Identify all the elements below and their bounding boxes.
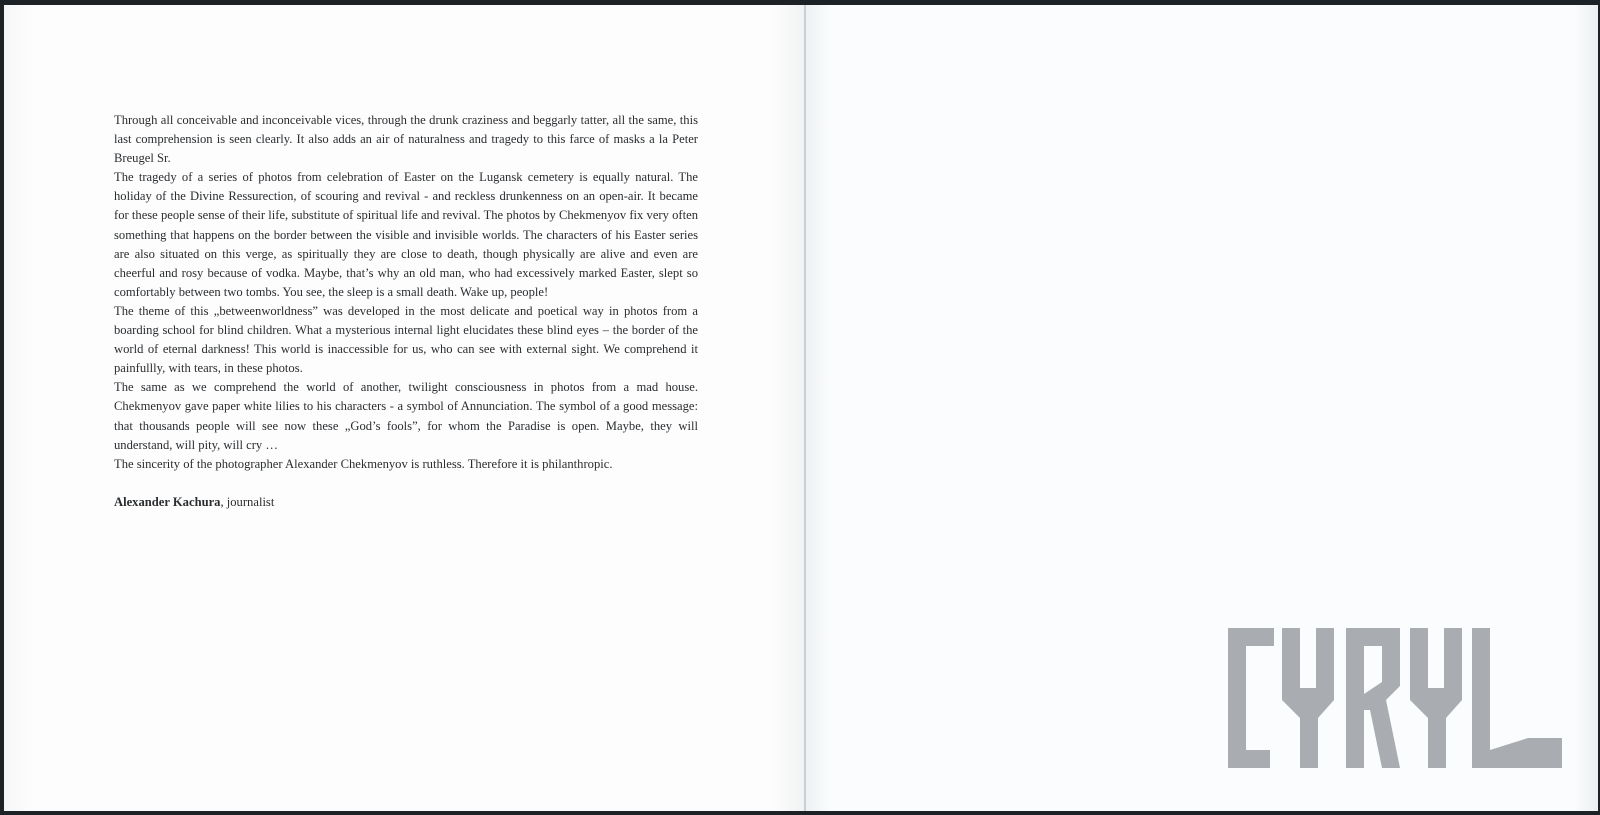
left-page xyxy=(4,5,804,811)
paragraph-4: The same as we comprehend the world of another, twilight consciousness in photos from a mad house. Chekmenyov gave paper white lilies to his characters - a symbol of Annunciation. The symbol of a good message: that thousands people will see now these „God’s fools”, for whom the Paradise is open. Maybe, they will understand, will pity, will cry … xyxy=(114,380,698,452)
article-text xyxy=(114,111,698,512)
author-role: , journalist xyxy=(220,494,275,509)
paragraph-1: Through all conceivable and inconceivable vices, through the drunk craziness and beggarly tatter, all the same, this last comprehension is seen clearly. It also adds an air of naturalness and tragedy to this farce of masks a la Peter Breugel Sr. xyxy=(114,113,698,166)
paragraph-2: The tragedy of a series of photos from celebration of Easter on the Lugansk cemetery is equally natural. The holiday of the Divine Ressurection, of scouring and revival - and reckless drunkenness on an open-air. It became for these people sense of their life, substitute of spiritual life and revival. The photos by Chekmenyov fix very often something that happens on the border between the visible and invisible worlds. The characters of his Easter series are also situated on this verge, as spiritually they are close to death, though physically are alive and even are cheerful and rosy because of vodka. Maybe, that’s why an old man, who had excessively marked Easter, slept so comfortably between two tombs. You see, the sleep is a small death. Wake up, people! xyxy=(114,170,698,299)
author-signature xyxy=(114,493,698,512)
cyryl-logo xyxy=(1228,628,1563,778)
paragraph-3: The theme of this „betweenworldness” was developed in the most delicate and poetical way in photos from a boarding school for blind children. What a mysterious internal light elucidates these blind eyes – the border of the world of eternal darkness! This world is inaccessible for us, who can see with external sight. We comprehend it painfullly, with tears, in these photos. xyxy=(114,303,698,376)
paragraph-5: The sincerity of the photographer Alexander Chekmenyov is ruthless. Therefore it is philanthropic. xyxy=(114,456,613,471)
author-name: Alexander Kachura xyxy=(114,494,221,509)
book-spread xyxy=(4,5,1598,811)
